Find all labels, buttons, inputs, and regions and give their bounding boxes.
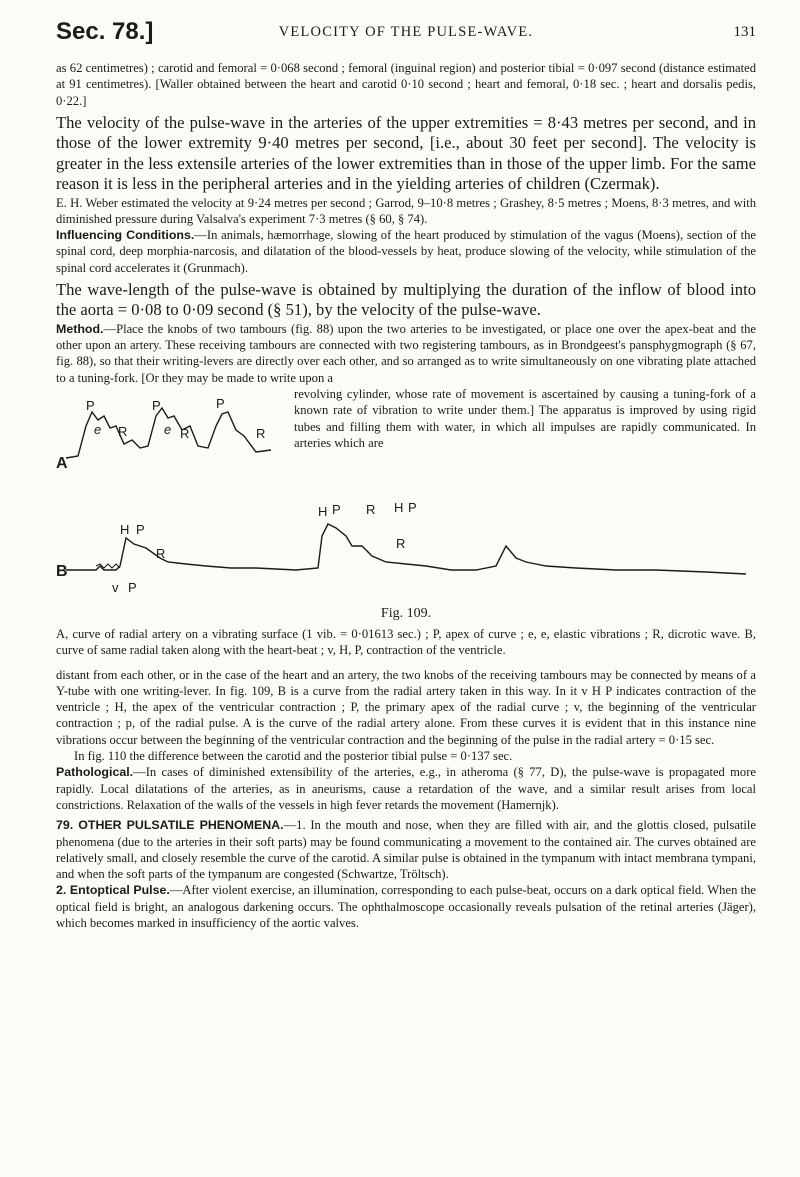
label-p2: P	[152, 398, 161, 413]
page-number: 131	[733, 24, 756, 40]
paragraph-influencing: Influencing Conditions.—In animals, hæmorrhage, slowing of the heart produced by stimulation of the vagus (Moens), section of the spinal cord, deep morphia-narcosis, and dilatation of the blood-vessels by heat, produce slowing of the velocity, while stimulation of the spinal cord accelerates it (Grunmach).	[56, 228, 756, 275]
label-e2: e	[164, 422, 172, 437]
figure-caption: A, curve of radial artery on a vibrating surface (1 vib. = 0·01613 sec.) ; P, apex of curve ; e, e, elastic vibrations ; R, dicrotic wave. B, curve of same radial taken along with the heart-beat ; v, H, P, contraction of the ventricle.	[56, 627, 756, 658]
label-a: A	[56, 455, 68, 472]
label-r1: R	[118, 424, 128, 439]
lead-method: Method.	[56, 321, 104, 336]
figure-title: Fig. 109.	[380, 606, 432, 621]
label-v1: v	[112, 580, 119, 595]
page-body	[56, 60, 756, 931]
paragraph-method-wrap: revolving cylinder, whose rate of movement is ascertained by causing a tuning-fork of a known rate of vibration to write under them.] The apparatus is improved by using rigid tubes and filling them with water, in which all impulses are rapidly communicated. In arteries which are	[294, 387, 756, 450]
label-p7: P	[408, 500, 417, 515]
label-p4: P	[136, 522, 145, 537]
paragraph-weber: E. H. Weber estimated the velocity at 9·24 metres per second ; Garrod, 9–10·8 metres ; Grashey, 8·5 metres ; Moens, 8·3 metres, and with diminished pressure during Valsalva's experiment 7·3 metres (§ 60, § 74).	[56, 195, 756, 226]
lead-entoptical: 2. Entoptical Pulse.	[56, 883, 170, 898]
figure-109	[56, 386, 756, 600]
paragraph-pathological: Pathological.—In cases of diminished extensibility of the arteries, e.g., in atheroma (§ 77, D), the pulse-wave is propagated more rapidly. Local dilatations of the arteries, as in aneurisms, cause a retardation of the wave, and a similar result arises from local constrictions. Relaxation of the walls of the vessels in high fever retards the movement (Hamernjk).	[56, 765, 756, 812]
label-h2: H	[318, 504, 328, 519]
label-h3: H	[394, 500, 404, 515]
lead-pathological: Pathological.	[56, 765, 134, 780]
paragraph-wavelength: The wave-length of the pulse-wave is obtained by multiplying the duration of the inflow of blood into the aorta = 0·08 to 0·09 second (§ 51), by the velocity of the pulse-wave.	[56, 280, 756, 320]
label-r3: R	[256, 426, 266, 441]
paragraph-entoptical: 2. Entoptical Pulse.—After violent exercise, an illumination, corresponding to each pulse-beat, occurs on a dark optical field. When the optical field is bright, an analogous darkening occurs. The ophthalmoscope occasionally reveals pulsation of the retinal arteries (Jäger), which becomes marked in insufficiency of the aortic valves.	[56, 883, 757, 931]
label-b: B	[56, 563, 68, 580]
label-r6: R	[396, 536, 406, 551]
lead-influencing: Influencing Conditions.	[56, 228, 195, 243]
label-r2: R	[180, 426, 190, 441]
paragraph-method: Method.—Place the knobs of two tambours (fig. 88) upon the two arteries to be investigated, or place one over the apex-beat and the other upon an artery. These receiving tambours are connected with two registering tambours, as in Brondgeest's pansphygmograph (§ 67, fig. 88), so that their writing-levers are directly over each other, and so arranged as to write simultaneously on one vibrating plate attached to a tuning-fork. [Or they may be made to write upon a	[56, 321, 756, 385]
label-r4: R	[156, 546, 166, 561]
paragraph-fig110: In fig. 110 the difference between the carotid and the posterior tibial pulse = 0·137 sec.	[74, 749, 513, 764]
paragraph-velocity: The velocity of the pulse-wave in the arteries of the upper extremities = 8·43 metres per second, and in those of the lower extremity 9·40 metres per second, [i.e., about 30 feet per second]. The velocity is greater in the less extensile arteries of the lower extremities than in those of the upper limb. For the same reason it is less in the peripheral arteries and in the yielding arteries of children (Czermak).	[56, 112, 756, 194]
running-title: VELOCITY OF THE PULSE-WAVE.	[278, 24, 534, 40]
label-h1: H	[120, 522, 130, 537]
paragraph-carotid-femoral: as 62 centimetres) ; carotid and femoral = 0·068 second ; femoral (inguinal region) and posterior tibial = 0·097 second (distance estimated at 91 centimetres). [Waller obtained between the heart and carotid 0·10 second ; heart and femoral, 0·18 sec. ; heart and dorsalis pedis, 0·22.]	[56, 61, 756, 108]
label-r5: R	[366, 502, 376, 517]
label-p6: P	[332, 502, 341, 517]
label-p1: P	[86, 398, 95, 413]
lead-other-pulsatile: 79. OTHER PULSATILE PHENOMENA.	[56, 818, 284, 833]
paragraph-distant: distant from each other, or in the case of the heart and an artery, the two knobs of the receiving tambours may be connected by means of a Y-tube with one writing-lever. In fig. 109, B is a curve from the radial artery taken in this way. In it v H P indicates contraction of the ventricle ; H, the apex of the ventricular contraction ; P, the primary apex of the radial curve ; v, the beginning of the ventricular contraction ; p, of the radial pulse. A is the curve of the radial artery alone. From these curves it is evident that in this instance nine vibrations occur between the beginning of the ventricular contraction and the beginning of the pulse in the radial artery = 0·15 sec.	[56, 667, 756, 747]
curve-b-heartbeat	[66, 524, 746, 574]
section-label: Sec. 78.]	[56, 18, 154, 45]
running-header	[56, 18, 756, 52]
paragraph-other-pulsatile: 79. OTHER PULSATILE PHENOMENA.—1. In the mouth and nose, when they are filled with air, and the glottis closed, pulsatile phenomena (due to the arteries in their soft parts) may be found communicating a movement to the contained air. The curves obtained are relatively small, and closely resemble the curve of the carotid. A similar pulse is obtained in the tympanum with intact membrana tympani, and when the soft parts of the tympanum are congested (Schwartze, Tröltsch).	[56, 818, 756, 882]
label-p5: P	[128, 580, 137, 595]
label-e1: e	[94, 422, 102, 437]
label-p3: P	[216, 396, 225, 411]
